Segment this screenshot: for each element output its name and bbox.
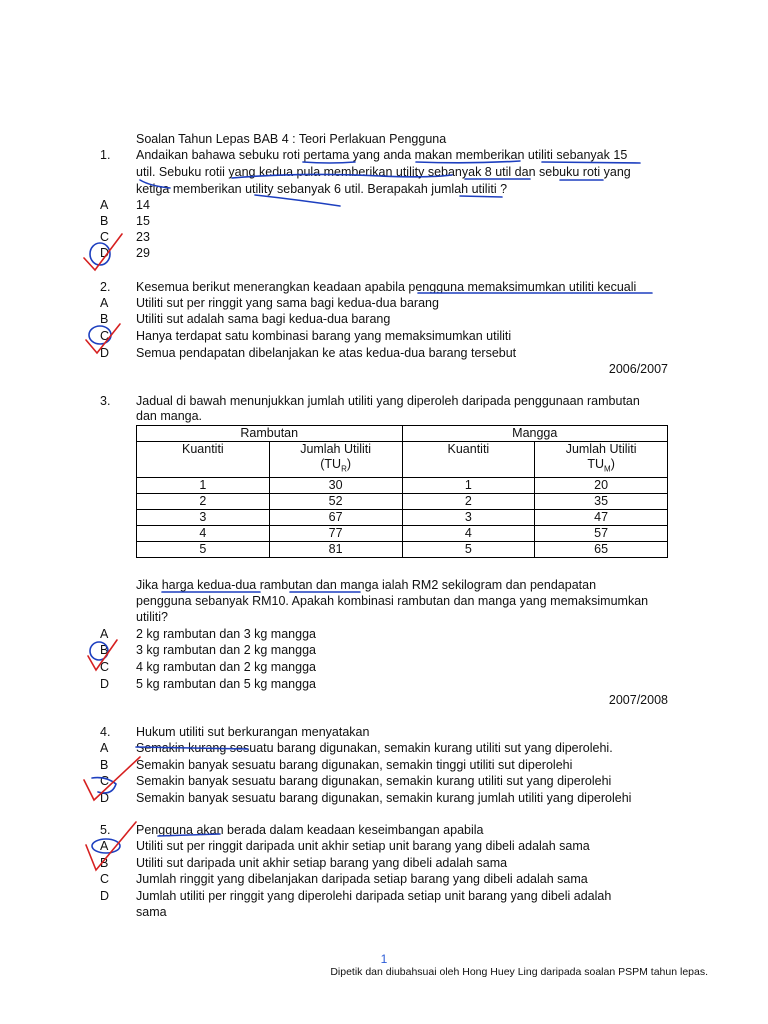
table-cell: 2: [402, 493, 535, 509]
question-number: 3.: [100, 394, 111, 408]
exam-year: 2007/2008: [608, 693, 668, 707]
option-letter: A: [100, 839, 109, 853]
option-letter: B: [100, 643, 109, 657]
question-text: ketiga memberikan utility sebanyak 6 util. Berapakah jumlah utiliti ?: [136, 182, 508, 196]
option-letter: C: [100, 329, 110, 343]
option-text: 4 kg rambutan dan 2 kg mangga: [136, 660, 316, 674]
table-column-symbol-end: ): [346, 457, 352, 471]
option-letter: D: [100, 889, 110, 903]
table-cell: 35: [535, 493, 668, 509]
option-text: Utiliti sut daripada unit akhir setiap barang yang dibeli adalah sama: [136, 856, 508, 870]
option-text: Semakin banyak sesuatu barang digunakan, semakin kurang utiliti sut yang diperolehi: [136, 774, 612, 788]
table-cell: 52: [269, 493, 402, 509]
table-column-symbol-end: ): [610, 457, 615, 471]
table-group-header: Mangga: [402, 426, 668, 442]
question-number: 1.: [100, 148, 111, 162]
table-column-header: Kuantiti: [402, 442, 535, 478]
option-letter: C: [100, 872, 110, 886]
table-cell: 3: [137, 509, 270, 525]
page-title: Soalan Tahun Lepas BAB 4 : Teori Perlakuan Pengguna: [136, 132, 447, 146]
question-text: Andaikan bahawa sebuku roti pertama yang anda makan memberikan utiliti sebanyak 15: [136, 148, 628, 162]
question-text: utiliti?: [136, 610, 168, 624]
option-text: Jumlah ringgit yang dibelanjakan daripada setiap barang yang dibeli adalah sama: [136, 872, 588, 886]
option-text: Semakin banyak sesuatu barang digunakan, semakin tinggi utiliti sut diperolehi: [136, 758, 573, 772]
table-column-label: Jumlah Utiliti: [300, 442, 372, 456]
table-cell: 4: [137, 525, 270, 541]
option-letter: B: [100, 214, 109, 228]
option-letter: D: [100, 791, 110, 805]
option-letter: B: [100, 312, 109, 326]
table-cell: 20: [535, 477, 668, 493]
option-letter: A: [100, 198, 109, 212]
table-cell: 2: [137, 493, 270, 509]
option-letter: B: [100, 856, 109, 870]
table-cell: 30: [269, 477, 402, 493]
table-row: [137, 509, 668, 525]
table-cell: 3: [402, 509, 535, 525]
table-cell: 67: [269, 509, 402, 525]
table-row: [137, 477, 668, 493]
table-column-label: Jumlah Utiliti: [565, 442, 637, 456]
question-text: Pengguna akan berada dalam keadaan keseimbangan apabila: [136, 823, 484, 837]
table-cell: 4: [402, 525, 535, 541]
table-column-symbol: TU: [587, 457, 605, 471]
table-column-header: [269, 442, 402, 478]
table-cell: 65: [535, 541, 668, 557]
table-cell: 77: [269, 525, 402, 541]
option-text: Jumlah utiliti per ringgit yang diperolehi daripada setiap unit barang yang dibeli adalah: [136, 889, 612, 903]
option-text: Semakin banyak sesuatu barang digunakan, semakin kurang jumlah utiliti yang diperolehi: [136, 791, 632, 805]
option-text: 23: [136, 230, 150, 244]
option-letter: A: [100, 627, 109, 641]
option-letter: A: [100, 296, 109, 310]
option-letter: C: [100, 660, 110, 674]
table-column-subscript: M: [604, 464, 611, 474]
question-text: dan manga.: [136, 409, 203, 423]
option-text: 5 kg rambutan dan 5 kg mangga: [136, 677, 316, 691]
option-text: Hanya terdapat satu kombinasi barang yang memaksimumkan utiliti: [136, 329, 512, 343]
table-cell: 47: [535, 509, 668, 525]
question-text: Hukum utiliti sut berkurangan menyatakan: [136, 725, 370, 739]
table-column-header: [535, 442, 668, 478]
option-letter: D: [100, 346, 110, 360]
option-text: 2 kg rambutan dan 3 kg mangga: [136, 627, 316, 641]
exam-year: 2006/2007: [608, 362, 668, 376]
question-number: 5.: [100, 823, 111, 837]
question-text: Jadual di bawah menunjukkan jumlah utiliti yang diperoleh daripada penggunaan rambutan: [136, 394, 640, 408]
table-row: [137, 525, 668, 541]
table-cell: 1: [402, 477, 535, 493]
option-text: Utiliti sut per ringgit yang sama bagi kedua-dua barang: [136, 296, 439, 310]
table-group-header: Rambutan: [137, 426, 403, 442]
table-column-subscript: R: [341, 464, 347, 474]
table-row: [137, 493, 668, 509]
option-text: 29: [136, 246, 150, 260]
question-text: Kesemua berikut menerangkan keadaan apabila pengguna memaksimumkan utiliti kecuali: [136, 280, 637, 294]
footer-note: Dipetik dan diubahsuai oleh Hong Huey Ling daripada soalan PSPM tahun lepas.: [330, 966, 708, 978]
table-cell: 5: [402, 541, 535, 557]
question-number: 2.: [100, 280, 111, 294]
option-letter: D: [100, 246, 110, 260]
option-letter: A: [100, 741, 109, 755]
utility-table: [136, 425, 668, 558]
option-text: Utiliti sut per ringgit daripada unit akhir setiap unit barang yang dibeli adalah sama: [136, 839, 590, 853]
question-text: pengguna sebanyak RM10. Apakah kombinasi rambutan dan manga yang memaksimumkan: [136, 594, 649, 608]
table-column-header: Kuantiti: [137, 442, 270, 478]
table-cell: 81: [269, 541, 402, 557]
question-number: 4.: [100, 725, 111, 739]
option-text: Semakin kurang sesuatu barang digunakan, semakin kurang utiliti sut yang diperolehi.: [136, 741, 613, 755]
table-row: [137, 541, 668, 557]
table-cell: 1: [137, 477, 270, 493]
table-cell: 5: [137, 541, 270, 557]
option-letter: B: [100, 758, 109, 772]
option-letter: C: [100, 230, 110, 244]
option-text: Semua pendapatan dibelanjakan ke atas kedua-dua barang tersebut: [136, 346, 517, 360]
option-letter: D: [100, 677, 110, 691]
table-cell: 57: [535, 525, 668, 541]
option-text: Utiliti sut adalah sama bagi kedua-dua barang: [136, 312, 391, 326]
option-text: 15: [136, 214, 150, 228]
question-text: Jika harga kedua-dua rambutan dan manga ialah RM2 sekilogram dan pendapatan: [136, 578, 597, 592]
option-text: 3 kg rambutan dan 2 kg mangga: [136, 643, 316, 657]
option-text: 14: [136, 198, 150, 212]
option-letter: C: [100, 774, 110, 788]
question-text: util. Sebuku rotii yang kedua pula memberikan utility sebanyak 8 util dan sebuku roti yang: [136, 165, 631, 179]
option-text-continued: sama: [136, 905, 167, 919]
page-number: 1: [380, 952, 388, 966]
table-column-symbol: (TU: [320, 457, 342, 471]
